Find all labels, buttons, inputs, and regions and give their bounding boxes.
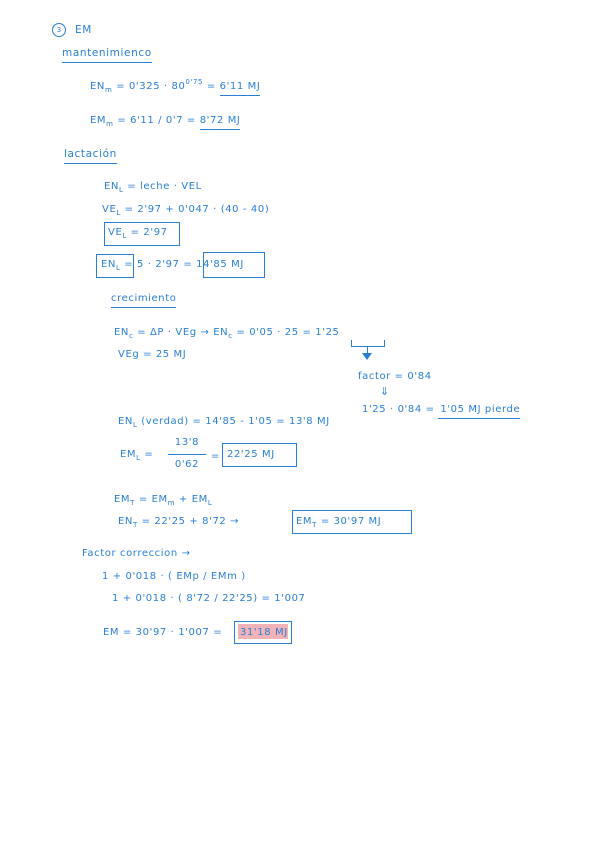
heading-mantenimiento: mantenimienco: [62, 48, 152, 63]
eq-veg: VEg = 25 MJ: [118, 349, 187, 360]
eq-em-t: $EM_T = EM_m + EM_L$: [114, 494, 213, 507]
eq-em-l-equals: =: [211, 451, 220, 462]
double-arrow-down-icon: ⇓: [380, 385, 390, 398]
eq-en-c: $EN_c = \Delta P$ · VEg → $EN_c = 0'05 \cdot 25 = 1'25$: [114, 327, 340, 340]
eq-en-m: $EN_m = 0'325 \cdot 80^{0'75} = 6'11$ MJ: [90, 78, 261, 94]
eq-em-m: $EM_m = 6'11 / 0'7 = 8'72$ MJ: [90, 115, 241, 128]
result-em-t: $EM_T = 30'97$ MJ: [296, 516, 382, 529]
section-number-circle: 3: [52, 23, 66, 37]
bracket-under-result: [351, 340, 385, 347]
eq-en-t: $EN_T = 22'25 + 8'72$ →: [118, 516, 240, 529]
heading-lactacion: lactación: [64, 149, 117, 164]
eq-en-l-verdad: $EN_L$ (verdad) = 14'85 - 1'05 = 13'8 MJ: [118, 416, 330, 429]
calc-pierde: 1'25 · 0'84 = 1'05 MJ pierde: [362, 405, 520, 415]
result-en-m: 6'11 MJ: [220, 81, 261, 96]
result-em-final: 31'18 MJ: [240, 627, 288, 638]
result-pierde: 1'05 MJ pierde: [438, 404, 520, 419]
heading-factor-correccion: Factor correccion →: [82, 548, 191, 559]
eq-ve-l-result: $VE_L = 2'97$: [108, 227, 168, 240]
result-em-m: 8'72 MJ: [200, 115, 241, 130]
eq-factor-value: 1 + 0'018 · ( 8'72 / 22'25) = 1'007: [112, 593, 306, 604]
fraction-denominator: 0'62: [174, 459, 200, 470]
section-title: EM: [75, 24, 92, 36]
fraction-numerator: 13'8: [174, 437, 200, 448]
arrow-down-icon: [362, 353, 372, 360]
eq-ve-l: $VE_L = 2'97 + 0'047 \cdot (40 - 40)$: [102, 204, 270, 217]
eq-en-l-result: $EN_L = 5 \cdot 2'97 = 14'85$ MJ: [101, 259, 244, 272]
eq-en-l: $EN_L$ = leche · VEL: [104, 181, 202, 194]
fraction-bar: [168, 454, 206, 455]
eq-em-final: EM = 30'97 · 1'007 =: [103, 627, 223, 638]
eq-factor-formula: 1 + 0'018 · ( EMp / EMm ): [102, 571, 246, 582]
result-em-l: 22'25 MJ: [227, 449, 275, 460]
eq-em-l-label: $EM_L$ =: [120, 449, 154, 462]
heading-crecimiento: crecimiento: [111, 294, 176, 308]
factor-label: factor = 0'84: [358, 371, 432, 382]
